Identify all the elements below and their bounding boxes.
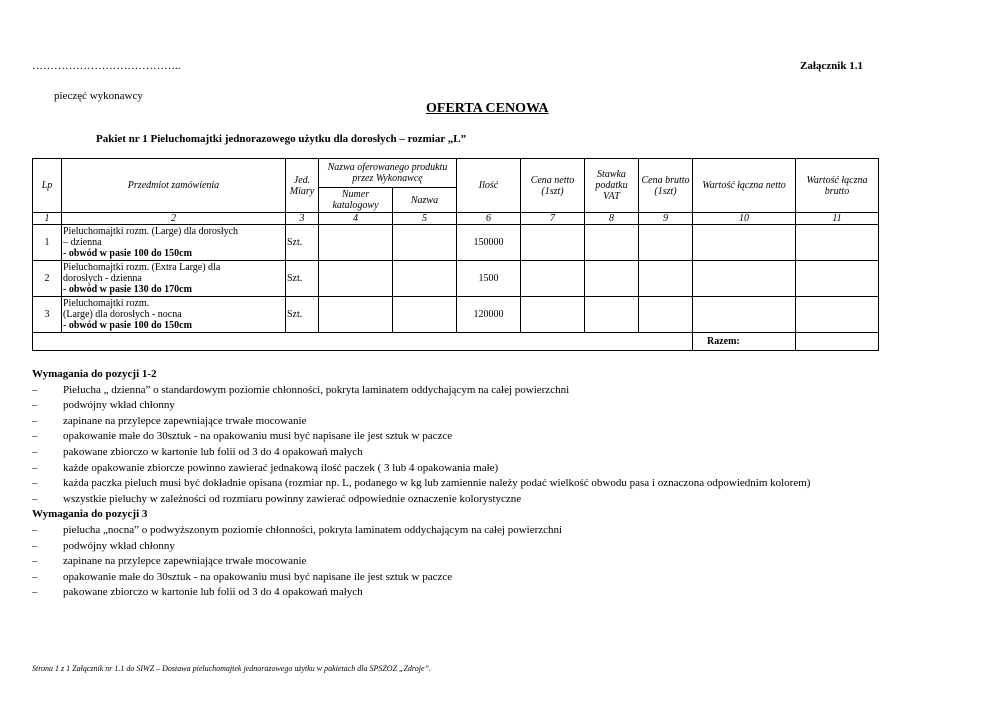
row-catalog-number <box>319 225 393 261</box>
col-number: 4 <box>319 213 393 225</box>
col-number: 11 <box>796 213 879 225</box>
signature-dots: ………………………………….. <box>32 60 181 72</box>
header-catalog-number: Numer katalogowy <box>319 188 393 213</box>
row-product-name <box>393 225 457 261</box>
row-lp: 3 <box>33 297 62 333</box>
header-lp: Lp <box>33 159 62 213</box>
row-lp: 2 <box>33 261 62 297</box>
row-vat <box>585 225 639 261</box>
col-number: 5 <box>393 213 457 225</box>
stamp-label: pieczęć wykonawcy <box>54 90 143 102</box>
offer-table <box>32 158 879 351</box>
item-waist-size: - obwód w pasie 130 do 170cm <box>63 284 192 295</box>
row-gross-price <box>639 261 693 297</box>
section-title: Wymagania do pozycji 3 <box>32 508 148 521</box>
header-total-gross: Wartość łączna brutto <box>796 159 879 213</box>
page-title: OFERTA CENOWA <box>426 101 549 116</box>
row-product-name <box>393 261 457 297</box>
header-vat: Stawka podatku VAT <box>585 159 639 213</box>
row-qty: 1500 <box>457 261 521 297</box>
row-total-gross <box>796 225 879 261</box>
total-spacer <box>33 333 693 351</box>
page-footer: Strona 1 z 1 Załącznik nr 1.1 do SIWZ – Dostawa pieluchomajtek jednorazowego użytku w pakietach dla SPSZOZ „Zdroje”. <box>32 664 431 673</box>
total-gross-value <box>796 333 879 351</box>
col-number: 1 <box>33 213 62 225</box>
header-unit: Jed. Miary <box>286 159 319 213</box>
col-number: 6 <box>457 213 521 225</box>
item-line: Pieluchomajtki rozm. (Large) dla dorosłych <box>63 226 239 237</box>
row-total-net <box>693 261 796 297</box>
table-row <box>33 225 879 261</box>
row-total-net <box>693 225 796 261</box>
col-number: 10 <box>693 213 796 225</box>
col-number: 2 <box>62 213 286 225</box>
item-line: (Large) dla dorosłych - nocna <box>63 309 182 320</box>
attachment-label: Załącznik 1.1 <box>800 60 863 72</box>
row-product-name <box>393 297 457 333</box>
row-qty: 150000 <box>457 225 521 261</box>
item-line: dorosłych - dzienna <box>63 273 142 284</box>
table-row <box>33 297 879 333</box>
header-net-price: Cena netto (1szt) <box>521 159 585 213</box>
row-gross-price <box>639 297 693 333</box>
row-net-price <box>521 261 585 297</box>
row-total-gross <box>796 297 879 333</box>
item-line: Pieluchomajtki rozm. <box>63 298 150 309</box>
row-unit: Szt. <box>286 261 319 297</box>
row-total-net <box>693 297 796 333</box>
header-total-net: Wartość łączna netto <box>693 159 796 213</box>
total-label: Razem: <box>693 333 796 351</box>
header-product-group: Nazwa oferowanego produktu przez Wykonawcę <box>319 159 457 188</box>
row-unit: Szt. <box>286 297 319 333</box>
header-product-name: Nazwa <box>393 188 457 213</box>
total-row <box>33 333 879 351</box>
row-catalog-number <box>319 261 393 297</box>
row-vat <box>585 261 639 297</box>
row-qty: 120000 <box>457 297 521 333</box>
item-line: Pieluchomajtki rozm. (Extra Large) dla <box>63 262 221 273</box>
header-gross-price: Cena brutto (1szt) <box>639 159 693 213</box>
col-number: 3 <box>286 213 319 225</box>
row-net-price <box>521 225 585 261</box>
row-unit: Szt. <box>286 225 319 261</box>
row-catalog-number <box>319 297 393 333</box>
section-title: Wymagania do pozycji 1-2 <box>32 368 157 380</box>
header-qty: Ilość <box>457 159 521 213</box>
row-item <box>62 225 286 261</box>
item-waist-size: - obwód w pasie 100 do 150cm <box>63 248 192 259</box>
table-row <box>33 261 879 297</box>
column-number-row <box>33 213 879 225</box>
row-item <box>62 297 286 333</box>
col-number: 7 <box>521 213 585 225</box>
header-item: Przedmiot zamówienia <box>62 159 286 213</box>
row-net-price <box>521 297 585 333</box>
col-number: 8 <box>585 213 639 225</box>
row-vat <box>585 297 639 333</box>
row-item <box>62 261 286 297</box>
row-total-gross <box>796 261 879 297</box>
row-lp: 1 <box>33 225 62 261</box>
row-gross-price <box>639 225 693 261</box>
item-waist-size: - obwód w pasie 100 do 150cm <box>63 320 192 331</box>
package-subtitle: Pakiet nr 1 Pieluchomajtki jednorazowego użytku dla dorosłych – rozmiar „L” <box>96 133 467 145</box>
col-number: 9 <box>639 213 693 225</box>
item-line: – dzienna <box>63 237 102 248</box>
